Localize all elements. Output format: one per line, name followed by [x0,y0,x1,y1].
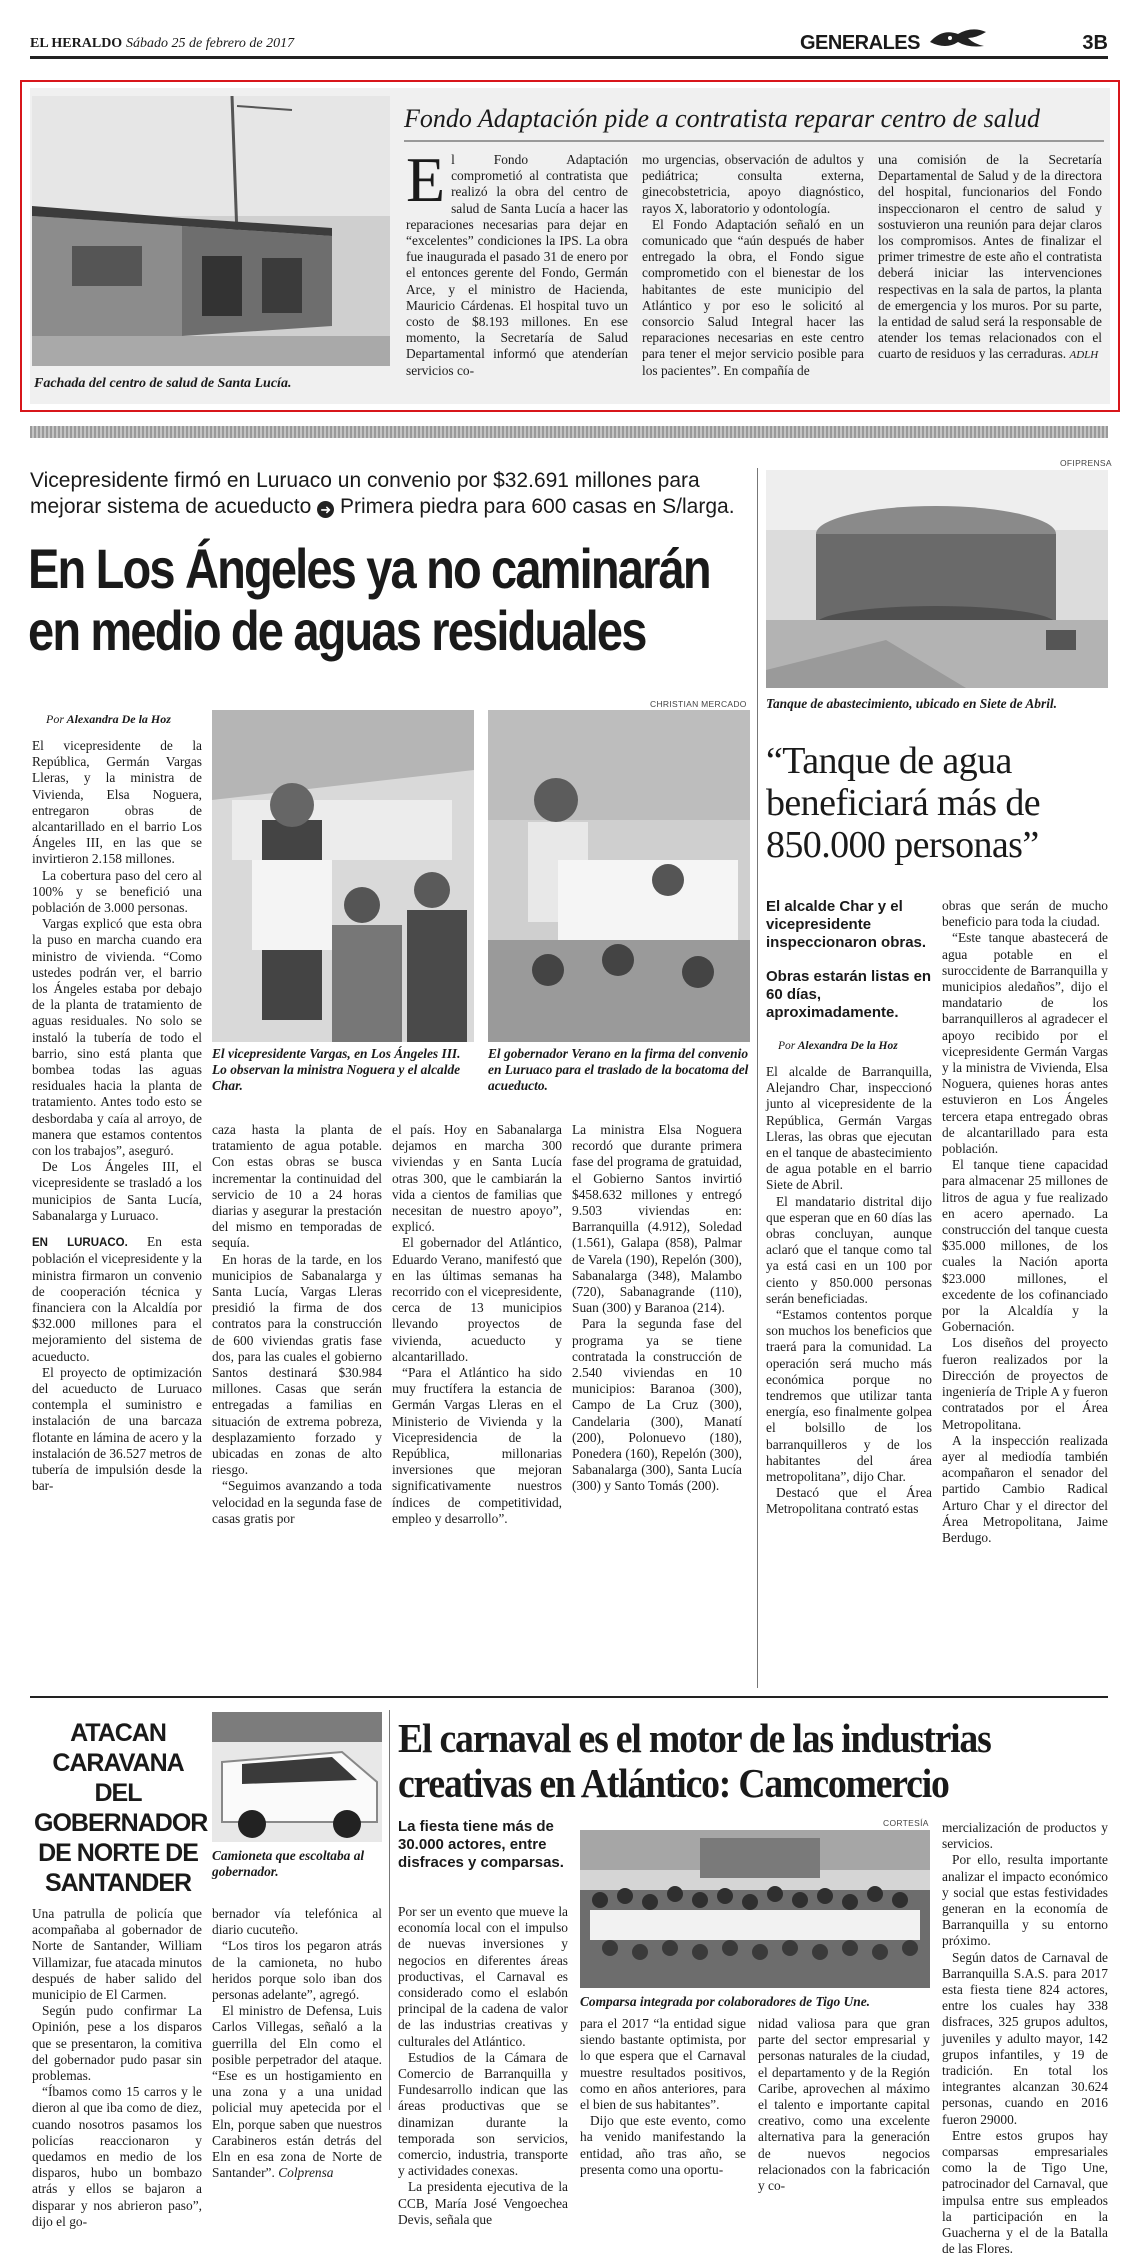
caravana-headline: ATACAN CARAVANA DEL GOBERNADOR DE NORTE DE SANTANDER [34,1719,208,1897]
fondo-headline-rule [404,140,1104,142]
tanque-paragraph: El alcalde de Barranquilla, Alejandro Char, inspeccionó junto al vicepresidente de la República, Germán Vargas Lleras, las obras que ejecutan en el tanque de abastecimiento de agua potable en el barrio Siete de Abril. [766,1064,932,1193]
fondo-photo-caption: Fachada del centro de salud de Santa Lucía. [34,376,292,391]
caravana-paragraph: Según pudo confirmar La Opinión, pese a los disparos que se presentaron, la comitiva del gobernador pudo pasar sin problemas. [32,2003,202,2084]
carnaval-col-2 [580,2016,746,2178]
angeles-photo-credit: CHRISTIAN MERCADO [650,699,747,709]
tanque-headline: “Tanque de agua beneficiará más de 850.000 personas” [766,740,1041,866]
arrow-right-icon: ➜ [317,501,334,518]
section-name: GENERALES [800,32,920,54]
angeles-paragraph: De Los Ángeles III, el vicepresidente se trasladó a los municipios de Santa Lucía, Sabanalarga y Luruaco. [32,1159,202,1223]
lower-section-rule [30,1696,1108,1698]
angeles-paragraph: La cobertura paso del cero al 100% y se benefició una población de 3.000 personas. [32,867,202,916]
fondo-col-2 [642,152,864,379]
angeles-paragraph: En horas de la tarde, en los municipios de Sabanalarga y Santa Lucía, Vargas Lleras presidió la firma de dos contratos para la construcción de 600 viviendas gratis fase dos, para las cuales el gobierno Santos destinará $30.984 millones. Casas que serán entregadas a familias en situación de extrema pobreza, desplazamiento forzado y ubicadas en zonas de alto riesgo. [212,1251,382,1478]
tanque-paragraph: “Estamos contentos porque son muchos los beneficios que traerá para la comunidad. La operación será mucho más económica porque no tendremos que utilizar tanta energía, eso finalmente golpea el bolsillo de los barranquilleros y de los habitantes del área metropolitana”, dijo Char. [766,1307,932,1485]
caravana-paragraph: El ministro de Defensa, Luis Carlos Villegas, señaló a la guerrilla del Eln como el posible perpetrador del ataque. “Ese es un hostigamiento en una zona y a una unidad policial muy apetecida por el Eln, porque saben que nuestros Carabineros están detrás del Eln en esa zona de Norte de Santander”. [212,2003,382,2181]
angeles-kicker-text: Vicepresidente firmó en Luruaco un convenio por $32.691 millones para mejorar sistema de acueducto [30,469,700,518]
tanque-paragraph: Los diseños del proyecto fueron realizados por la Dirección de proyectos de ingeniería de Triple A y fueron contratados por el Área Metropolitana. [942,1335,1108,1432]
tanque-deck-1: El alcalde Char y el vicepresidente inspeccionaron obras. [766,898,927,951]
caravana-col-2 [212,1906,382,2181]
carnaval-paragraph: Por ser un evento que mueve la economía local con el impulso de nuevas inversiones y negocios en diferentes áreas productivas, el Carnaval es considerado como el eslabón principal de la cadena de valor de las industrias creativas y culturales del Atlántico. [398,1904,568,2049]
carnaval-paragraph: mercialización de productos y servicios. [942,1820,1108,1852]
angeles-paragraph: “Seguimos avanzando a toda velocidad en la segunda fase de casas gratis por [212,1478,382,1526]
carnaval-headline: El carnaval es el motor de las industrias creativas en Atlántico: Camcomercio [398,1715,991,1806]
column-divider [389,1710,390,2110]
comparsa-photo-caption: Comparsa integrada por colaboradores de Tigo Une. [580,1994,871,2009]
angeles-headline [28,537,710,662]
angeles-headline-line-2: en medio de aguas residuales [28,599,646,662]
angeles-subhead: EN LURUACO. [32,1237,128,1250]
water-tank-photo [766,470,1108,688]
caravana-paragraph: Una patrulla de policía que acompañaba al gobernador de Norte de Santander, William Villamizar, fue atacada minutos después de haber salido del municipio de El Carmen. [32,1906,202,2003]
fondo-col-3 [878,152,1102,364]
angeles-paragraph: El gobernador del Atlántico, Eduardo Verano, manifestó que en las últimas semanas ha recorrido con el vicepresidente, cerca de 13 municipios llevando proyectos de vivienda, acueducto y alcantarillado. [392,1235,562,1364]
vicepresident-photo [212,710,474,1042]
health-center-photo [32,96,390,366]
fondo-dropcap: E [406,144,446,215]
carnaval-photo-credit: CORTESÍA [883,1818,929,1828]
fondo-signature: ADLH [1069,349,1099,362]
byline-author: Alexandra De la Hoz [797,1040,898,1052]
column-divider [757,468,758,1688]
angeles-col-3 [392,1122,562,1527]
byline-prefix: Por [778,1040,796,1052]
carnaval-paragraph: Dijo que este evento, como ha venido manifestando la entidad, año tras año, se presenta como una oportu- [580,2113,746,2177]
carnaval-col-4 [942,1820,1108,2257]
tanque-paragraph: Destacó que el Área Metropolitana contrató estas [766,1485,932,1517]
carnaval-paragraph: Según datos de Carnaval de Barranquilla S.A.S. para 2017 esta fiesta tiene 824 actores, entre los cuales hay 338 disfraces, 325 grupos adultos, juveniles y adulto mayor, 142 grupos infantiles, y 19 de tradición. En total los integrantes alcanzan 30.624 personas, cuando en 2016 fueron 29000. [942,1949,1108,2127]
truck-photo-caption: Camioneta que escoltaba al gobernador. [212,1848,365,1879]
tanque-paragraph: “Este tanque abastecerá de agua potable en el suroccidente de Barranquilla y municipios aledaños”, dijo el mandatario de los barranquilleros al agradecer el apoyo recibido por el vicepresidente Germán Vargas y la ministra de Vivienda, Elsa Noguera, quienes horas antes estuvieron en Los Ángeles tercera etapa entregado obras de alcantarillado para esta población. [942,930,1108,1157]
vicepresident-photo-caption: El vicepresidente Vargas, en Los Ángeles III. Lo observan la ministra Noguera y el alcalde Char. [212,1046,461,1093]
byline-author: Alexandra De la Hoz [66,712,171,726]
angeles-col-4 [572,1122,742,1495]
carnaval-paragraph: Estudios de la Cámara de Comercio de Barranquilla y Fundesarrollo indican que las áreas productivas que se dinamizan durante la temporada son servicios, comercio, industria, transporte y actividades conexas. [398,2049,568,2179]
angeles-paragraph: El vicepresidente de la República, Germán Vargas Lleras, y la ministra de Vivienda, Elsa Noguera, entregaron obras de alcantarillado en el barrio Los Ángeles III, en las que se invirtieron 2.158 millones. [32,738,202,867]
angeles-paragraph: caza hasta la planta de tratamiento de agua potable. Con estas obras se busca incrementar la continuidad del servicio de 10 a 24 horas diarias y asegurar la prestación del mismo en temporadas de sequía. [212,1122,382,1251]
governor-photo [488,710,750,1042]
truck-photo [212,1712,382,1842]
caravana-col-1 [32,1906,202,2230]
fondo-paragraph: El Fondo Adaptación señaló en un comunicado que “aún después de haber entregado la obra, el Fondo sigue comprometido con el bienestar de los habitantes de este municipio del Atlántico y por eso le solicitó al consorcio Salud Integral hacer las reparaciones necesarias en este centro para tener el mejor servicio posible para los pacientes”. En compañía de [642,216,864,378]
fondo-paragraph: mo urgencias, observación de adultos y pediátrica; consulta externa, ginecobstetricia, apoyo diagnóstico, rayos X, laboratorio y odontología. [642,152,864,216]
carnaval-paragraph: Entre estos grupos hay comparsas empresariales como la de Tigo Une, patrocinador del Carnaval, que impulsa entre sus empleados la participación en la Guacherna y el de la Batalla de las Flores. [942,2127,1108,2257]
tanque-byline [778,1040,898,1052]
angeles-col-2 [212,1122,382,1527]
tanque-deck-2: Obras estarán listas en 60 días, aproximadamente. [766,968,932,1021]
fondo-paragraph: l Fondo Adaptación comprometió al contratista que realizó la obra del centro de salud de Santa Lucía a hacer las reparaciones necesarias para dejar en “excelentes” condiciones la IPS. La obra fue inaugurada el pasado 31 de enero por el entonces gerente del Fondo, Germán Arce, y el ministro de Hacienda, Mauricio Cárdenas. El hospital tuvo un costo de $8.193 millones. En ese momento, la Secretaría de Salud Departamental informó que atenderían servicios co- [406,152,628,378]
carnaval-paragraph: para el 2017 “la entidad sigue siendo bastante optimista, por lo que espera que el Carnaval muestre resultados positivos, como en años anteriores, para el bien de sus habitantes”. [580,2016,746,2113]
masthead [30,24,1108,54]
carnaval-col-1 [398,1904,568,2228]
angeles-paragraph: En esta población el vicepresidente y la ministra firmaron un convenio de cooperación técnica y financiera con la Alcaldía por $32.000 millones para el mejoramiento del sistema de acueducto. [32,1234,202,1364]
fondo-paragraph: una comisión de la Secretaría Departamental de Salud y de la directora del hospital, funcionarios del Fondo inspeccionaron el centro de salud y sostuvieron una reunión para dejar claros los compromisos. Antes de finalizar el primer trimestre de este año el contratista deberá iniciar las intervenciones respectivas en la sala de partos, la planta de emergencia y los muros. Por su parte, la entidad de salud será la responsable de atender los temas relacionados con el cuarto de residuos y las cerraduras. [878,152,1102,362]
angeles-kicker-secondary: Primera piedra para 600 casas en S/larga. [340,495,735,518]
angeles-byline [46,712,171,727]
tanque-paragraph: El mandatario distrital dijo que esperan que en 60 días las obras concluyan, aunque aclaró que el tanque como tal ya está casi en un 100 por ciento y 850.000 personas serán beneficiadas. [766,1193,932,1306]
carnaval-deck: La fiesta tiene más de 30.000 actores, entre disfraces y comparsas. [398,1818,564,1871]
caravana-paragraph: bernador vía telefónica al diario cucuteño. [212,1906,382,1938]
angeles-col-1 [32,738,202,1494]
angeles-paragraph: Vargas explicó que esta obra la puso en marcha cuando era ministro de vivienda. “Como ustedes podrán ver, el barrio los Ángeles estaba por debajo de la planta de tratamiento de aguas residuales. No solo se instaló la tubería de todo el barrio, sino está planta que bombea todas las aguas residuales hacia la planta de tratamiento. Antes todo esto se desbordaba y caía al arroyo, de manera que estamos contentos con los trabajos”, aseguró. [32,916,202,1159]
caravana-paragraph: “Los tiros los pegaron atrás de la camioneta, no hubo heridos porque solo iban dos personas adelante”, agregó. [212,1938,382,2003]
fondo-col-1 [406,144,628,379]
carnaval-paragraph: nidad valiosa para que gran parte del sector empresarial y personas naturales de la ciudad, el departamento y de la Región Caribe, aprovechen al máximo el talento e importante capital creativo, como una excelente alternativa para la generación de nuevos negocios relacionados con la fabricación y co- [758,2016,930,2194]
angeles-paragraph: La ministra Elsa Noguera recordó que durante primera fase del programa de gratuidad, el Gobierno Santos invirtió $458.632 millones y entregó 9.503 viviendas en: Barranquilla (4.912), Soledad (1.561), Galapa (858), Palmar de Varela (190), Repelón (300), Sabanalarga (348), Malambo (720), Sabanagrande (110), Suan (300) y Baranoa (214). [572,1122,742,1316]
section-band [30,426,1108,438]
angeles-paragraph: “Para el Atlántico ha sido muy fructífera la estancia de Germán Vargas Lleras en el Ministerio de Vivienda y la Vicepresidencia de la República, millonarias inversiones que mejoran significativamente nuestros índices de competitividad, empleo y desarrollo”. [392,1365,562,1526]
carnaval-paragraph: Por ello, resulta importante analizar el impacto económico y social que estas festividades generan en la economía de Barranquilla y su entorno próximo. [942,1852,1108,1949]
carnaval-paragraph: La presidenta ejecutiva de la CCB, María José Vengoechea Devis, señala que [398,2179,568,2227]
governor-photo-caption: El gobernador Verano en la firma del convenio en Luruaco para el traslado de la bocatoma del acueducto. [488,1046,749,1093]
angeles-headline-line-1: En Los Ángeles ya no caminarán [28,537,710,600]
paper-name: EL HERALDO [30,36,123,51]
carnaval-col-3 [758,2016,930,2194]
section-logo-icon [928,24,988,52]
tanque-photo-credit: OFIPRENSA [1060,458,1112,468]
byline-prefix: Por [46,712,64,726]
angeles-kicker [30,468,750,520]
page-number: 3B [1082,32,1108,54]
fondo-headline: Fondo Adaptación pide a contratista reparar centro de salud [404,104,1040,133]
angeles-paragraph: El proyecto de optimización del acueducto de Luruaco contempla el suministro e instalación de una barcaza flotante en lámina de acero y la instalación de 36.527 metros de tubería de impulsión desde la bar- [32,1364,202,1494]
caravana-paragraph: “Íbamos como 15 carros y le dieron al que iba como de diez, cuando nosotros pasamos los policías reaccionaron y quedamos en medio de los disparos, hubo un bombazo atrás y ellos se bajaron a disparar y nos abrieron paso”, dijo el go- [32,2084,202,2229]
tanque-paragraph: El tanque tiene capacidad para almacenar 25 millones de litros de agua y fue realizado en acero apernado. La construcción del tanque cuesta $35.000 millones, de los cuales la Nación aporta $23.000 millones, el excedente de los cofinanciado por la Alcaldía y la Gobernación. [942,1157,1108,1335]
comparsa-photo [580,1830,930,1988]
masthead-rule [30,56,1108,59]
issue-date: Sábado 25 de febrero de 2017 [126,36,295,51]
tanque-col-1 [766,1064,932,1518]
tanque-photo-caption: Tanque de abastecimiento, ubicado en Siete de Abril. [766,696,1057,711]
angeles-paragraph: el país. Hoy en Sabanalarga dejamos en marcha 300 viviendas y en Santa Lucía otras 300, que le cambiarán la vida a cientos de familias que necesitan de nuestro apoyo”, explicó. [392,1122,562,1235]
tanque-paragraph: obras que serán de mucho beneficio para toda la ciudad. [942,898,1108,930]
angeles-paragraph: Para la segunda fase del programa ya se tiene contratada la construcción de 2.540 viviendas en 10 municipios: Baranoa (300), Campo de La Cruz (300), Candelaria (300), Manatí (200), Polonuevo (180), Ponedera (160), Repelón (300), Sabanalarga (300), Santa Lucía (300) y Santo Tomás (200). [572,1316,742,1494]
caravana-signature: Colprensa [278,2165,334,2181]
tanque-col-2 [942,898,1108,1546]
tanque-paragraph: A la inspección realizada ayer al mediodía también acompañaron el senador del partido Cambio Radical Arturo Char y el director del Área Metropolitana, Jaime Berdugo. [942,1432,1108,1545]
